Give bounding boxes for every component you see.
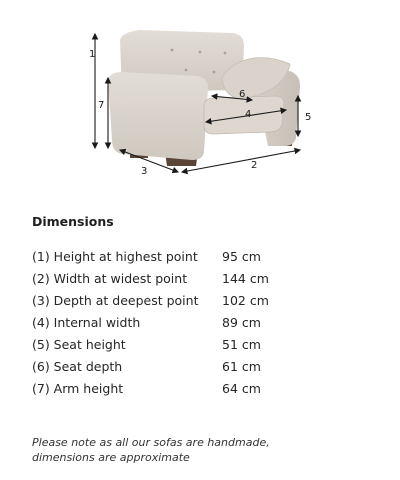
- diagram-label: 4: [245, 109, 252, 120]
- dimension-value: 89 cm: [222, 314, 261, 330]
- dimension-value: 102 cm: [222, 292, 269, 308]
- diagram-label: 7: [98, 100, 105, 111]
- diagram-label: 3: [141, 166, 148, 177]
- dimension-value: 64 cm: [222, 380, 261, 396]
- dimension-row: [32, 245, 269, 267]
- note-line: dimensions are approximate: [32, 451, 190, 464]
- dimensions-heading: Dimensions: [32, 214, 114, 229]
- dimension-label: (7) Arm height: [32, 380, 124, 396]
- diagram-label: 5: [305, 112, 312, 123]
- seat-cushion: [204, 96, 284, 134]
- dimension-label: (6) Seat depth: [32, 358, 123, 374]
- diagram-label: 6: [239, 89, 246, 100]
- dimension-value: 144 cm: [222, 270, 269, 286]
- dimension-value: 61 cm: [222, 358, 261, 374]
- dimension-value: 95 cm: [222, 248, 261, 264]
- sofa-left-arm: [108, 72, 208, 160]
- diagram-label: 1: [89, 49, 96, 60]
- dimension-row: [32, 377, 269, 399]
- dimension-row: [32, 311, 269, 333]
- dimension-row: [32, 267, 269, 289]
- note-line: Please note as all our sofas are handmade,: [32, 436, 270, 449]
- diagram-label: 2: [251, 160, 258, 171]
- dimension-row: [32, 355, 269, 377]
- dimension-label: (4) Internal width: [32, 314, 141, 330]
- sofa-dimension-diagram: [0, 0, 400, 200]
- dimension-label: (1) Height at highest point: [32, 248, 198, 264]
- handmade-note: [32, 435, 362, 465]
- dimension-row: [32, 289, 269, 311]
- dimensions-list: [32, 245, 269, 399]
- dimension-row: [32, 333, 269, 355]
- dimension-label: (5) Seat height: [32, 336, 126, 352]
- dimension-label: (2) Width at widest point: [32, 270, 188, 286]
- sofa-illustration: [0, 0, 400, 200]
- dimension-label: (3) Depth at deepest point: [32, 292, 199, 308]
- dimension-value: 51 cm: [222, 336, 261, 352]
